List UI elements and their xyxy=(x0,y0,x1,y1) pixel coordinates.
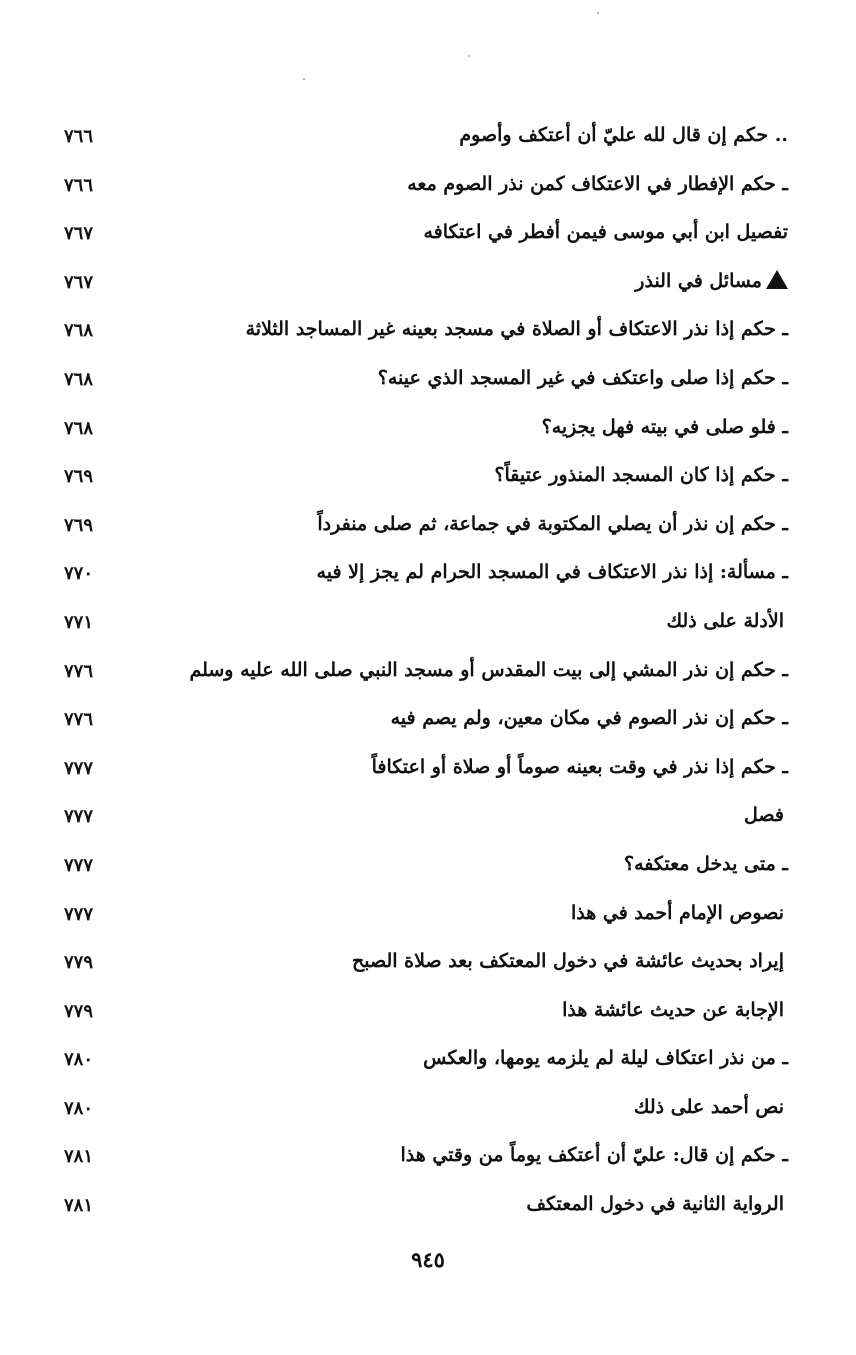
toc-row xyxy=(0,1134,856,1183)
toc-row xyxy=(0,114,856,163)
scan-speck xyxy=(597,12,599,14)
toc-row xyxy=(0,843,856,892)
toc-row xyxy=(0,1086,856,1135)
toc-row xyxy=(0,892,856,941)
toc-entry-text: .. حكم إن قال لله عليّ أن أعتكف وأصوم xyxy=(459,124,788,146)
toc-entry-text: الرواية الثانية في دخول المعتكف xyxy=(526,1193,784,1216)
toc-entry-text: ـ حكم إذا صلى واعتكف في غير المسجد الذي عينه؟ xyxy=(377,366,788,389)
toc-entry-text: ـ من نذر اعتكاف ليلة لم يلزمه يومها، والعكس xyxy=(423,1047,788,1070)
toc-page-number: ٧٨٠ xyxy=(64,1097,94,1119)
toc-page-number: ٧٦٨ xyxy=(64,368,94,390)
toc-entry-text: ـ فلو صلى في بيته فهل يجزيه؟ xyxy=(541,415,788,438)
toc-entry-text: ـ متى يدخل معتكفه؟ xyxy=(623,852,788,875)
toc-row xyxy=(0,308,856,357)
toc-page-number: ٧٧٠ xyxy=(64,563,94,585)
toc-page-number: ٧٧٦ xyxy=(64,660,94,682)
toc-page-number: ٧٧٧ xyxy=(64,903,94,925)
toc-page-number: ٧٦٦ xyxy=(64,174,94,196)
section-heading-text: مسائل في النذر xyxy=(635,269,762,292)
toc-page-number: ٧٦٩ xyxy=(64,466,94,488)
toc-page-number: ٧٨٠ xyxy=(64,1049,94,1071)
toc-page-number: ٧٧٦ xyxy=(64,709,94,731)
toc-entry-text: ـ حكم إذا كان المسجد المنذور عتيقاً؟ xyxy=(494,464,788,487)
toc-page-number: ٧٨١ xyxy=(64,1195,94,1217)
toc-row xyxy=(0,649,856,698)
toc-row xyxy=(0,1183,856,1232)
toc-page-number: ٧٨١ xyxy=(64,1146,94,1168)
toc-page-number: ٧٧٩ xyxy=(64,952,94,974)
toc-page-number: ٧٧٧ xyxy=(64,854,94,876)
scan-speck xyxy=(303,78,305,80)
page-number: ٩٤٥ xyxy=(411,1247,445,1272)
toc-row xyxy=(0,940,856,989)
toc-row xyxy=(0,746,856,795)
toc-page-number: ٧٦٩ xyxy=(64,514,94,536)
toc-page-number: ٧٦٧ xyxy=(64,223,94,245)
scan-speck xyxy=(468,55,470,57)
toc-row xyxy=(0,357,856,406)
toc-row xyxy=(0,697,856,746)
toc-entry-text: ـ حكم إن نذر أن يصلي المكتوبة في جماعة، ثم صلى منفرداً xyxy=(317,512,788,535)
toc-row xyxy=(0,551,856,600)
toc-row xyxy=(0,163,856,212)
toc-page-number: ٧٦٨ xyxy=(64,320,94,342)
toc-row xyxy=(0,260,856,309)
toc-entry-text: ـ حكم إذا نذر الاعتكاف أو الصلاة في مسجد بعينه غير المساجد الثلاثة xyxy=(245,318,788,341)
toc-page-number: ٧٧٧ xyxy=(64,757,94,779)
toc-row xyxy=(0,600,856,649)
toc-row xyxy=(0,454,856,503)
table-of-contents xyxy=(0,114,856,1232)
toc-entry-text: نصوص الإمام أحمد في هذا xyxy=(570,901,784,924)
toc-entry-text: ـ حكم إذا نذر في وقت بعينه صوماً أو صلاة أو اعتكافاً xyxy=(371,755,788,778)
toc-entry-text: ـ مسألة: إذا نذر الاعتكاف في المسجد الحرام لم يجز إلا فيه xyxy=(316,561,788,584)
toc-page-number: ٧٦٧ xyxy=(64,271,94,293)
toc-entry-text: فصل xyxy=(744,804,784,827)
toc-entry-text: الأدلة على ذلك xyxy=(666,609,784,632)
toc-entry-text: تفصيل ابن أبي موسى فيمن أفطر في اعتكافه xyxy=(423,221,788,244)
toc-section-heading xyxy=(635,266,788,296)
toc-entry-text: إيراد بحديث عائشة في دخول المعتكف بعد صلاة الصبح xyxy=(352,950,784,973)
toc-row xyxy=(0,406,856,455)
toc-row xyxy=(0,211,856,260)
toc-page-number: ٧٧٩ xyxy=(64,1000,94,1022)
toc-entry-text: ـ حكم إن قال: عليّ أن أعتكف يوماً من وقتي هذا xyxy=(400,1144,788,1167)
toc-page-number: ٧٧٧ xyxy=(64,806,94,828)
triangle-marker-icon xyxy=(766,270,788,289)
toc-entry-text: ـ حكم إن نذر المشي إلى بيت المقدس أو مسجد النبي صلى الله عليه وسلم xyxy=(189,658,788,681)
toc-entry-text: ـ حكم إن نذر الصوم في مكان معين، ولم يصم فيه xyxy=(390,707,788,730)
toc-entry-text: الإجابة عن حديث عائشة هذا xyxy=(562,998,784,1021)
toc-row xyxy=(0,794,856,843)
toc-row xyxy=(0,503,856,552)
toc-page-number: ٧٦٨ xyxy=(64,417,94,439)
toc-row xyxy=(0,989,856,1038)
toc-page-number: ٧٦٦ xyxy=(64,126,94,147)
toc-row xyxy=(0,1037,856,1086)
toc-page-number: ٧٧١ xyxy=(64,611,94,633)
toc-entry-text: نص أحمد على ذلك xyxy=(633,1095,784,1118)
toc-entry-text: ـ حكم الإفطار في الاعتكاف كمن نذر الصوم معه xyxy=(407,172,788,195)
